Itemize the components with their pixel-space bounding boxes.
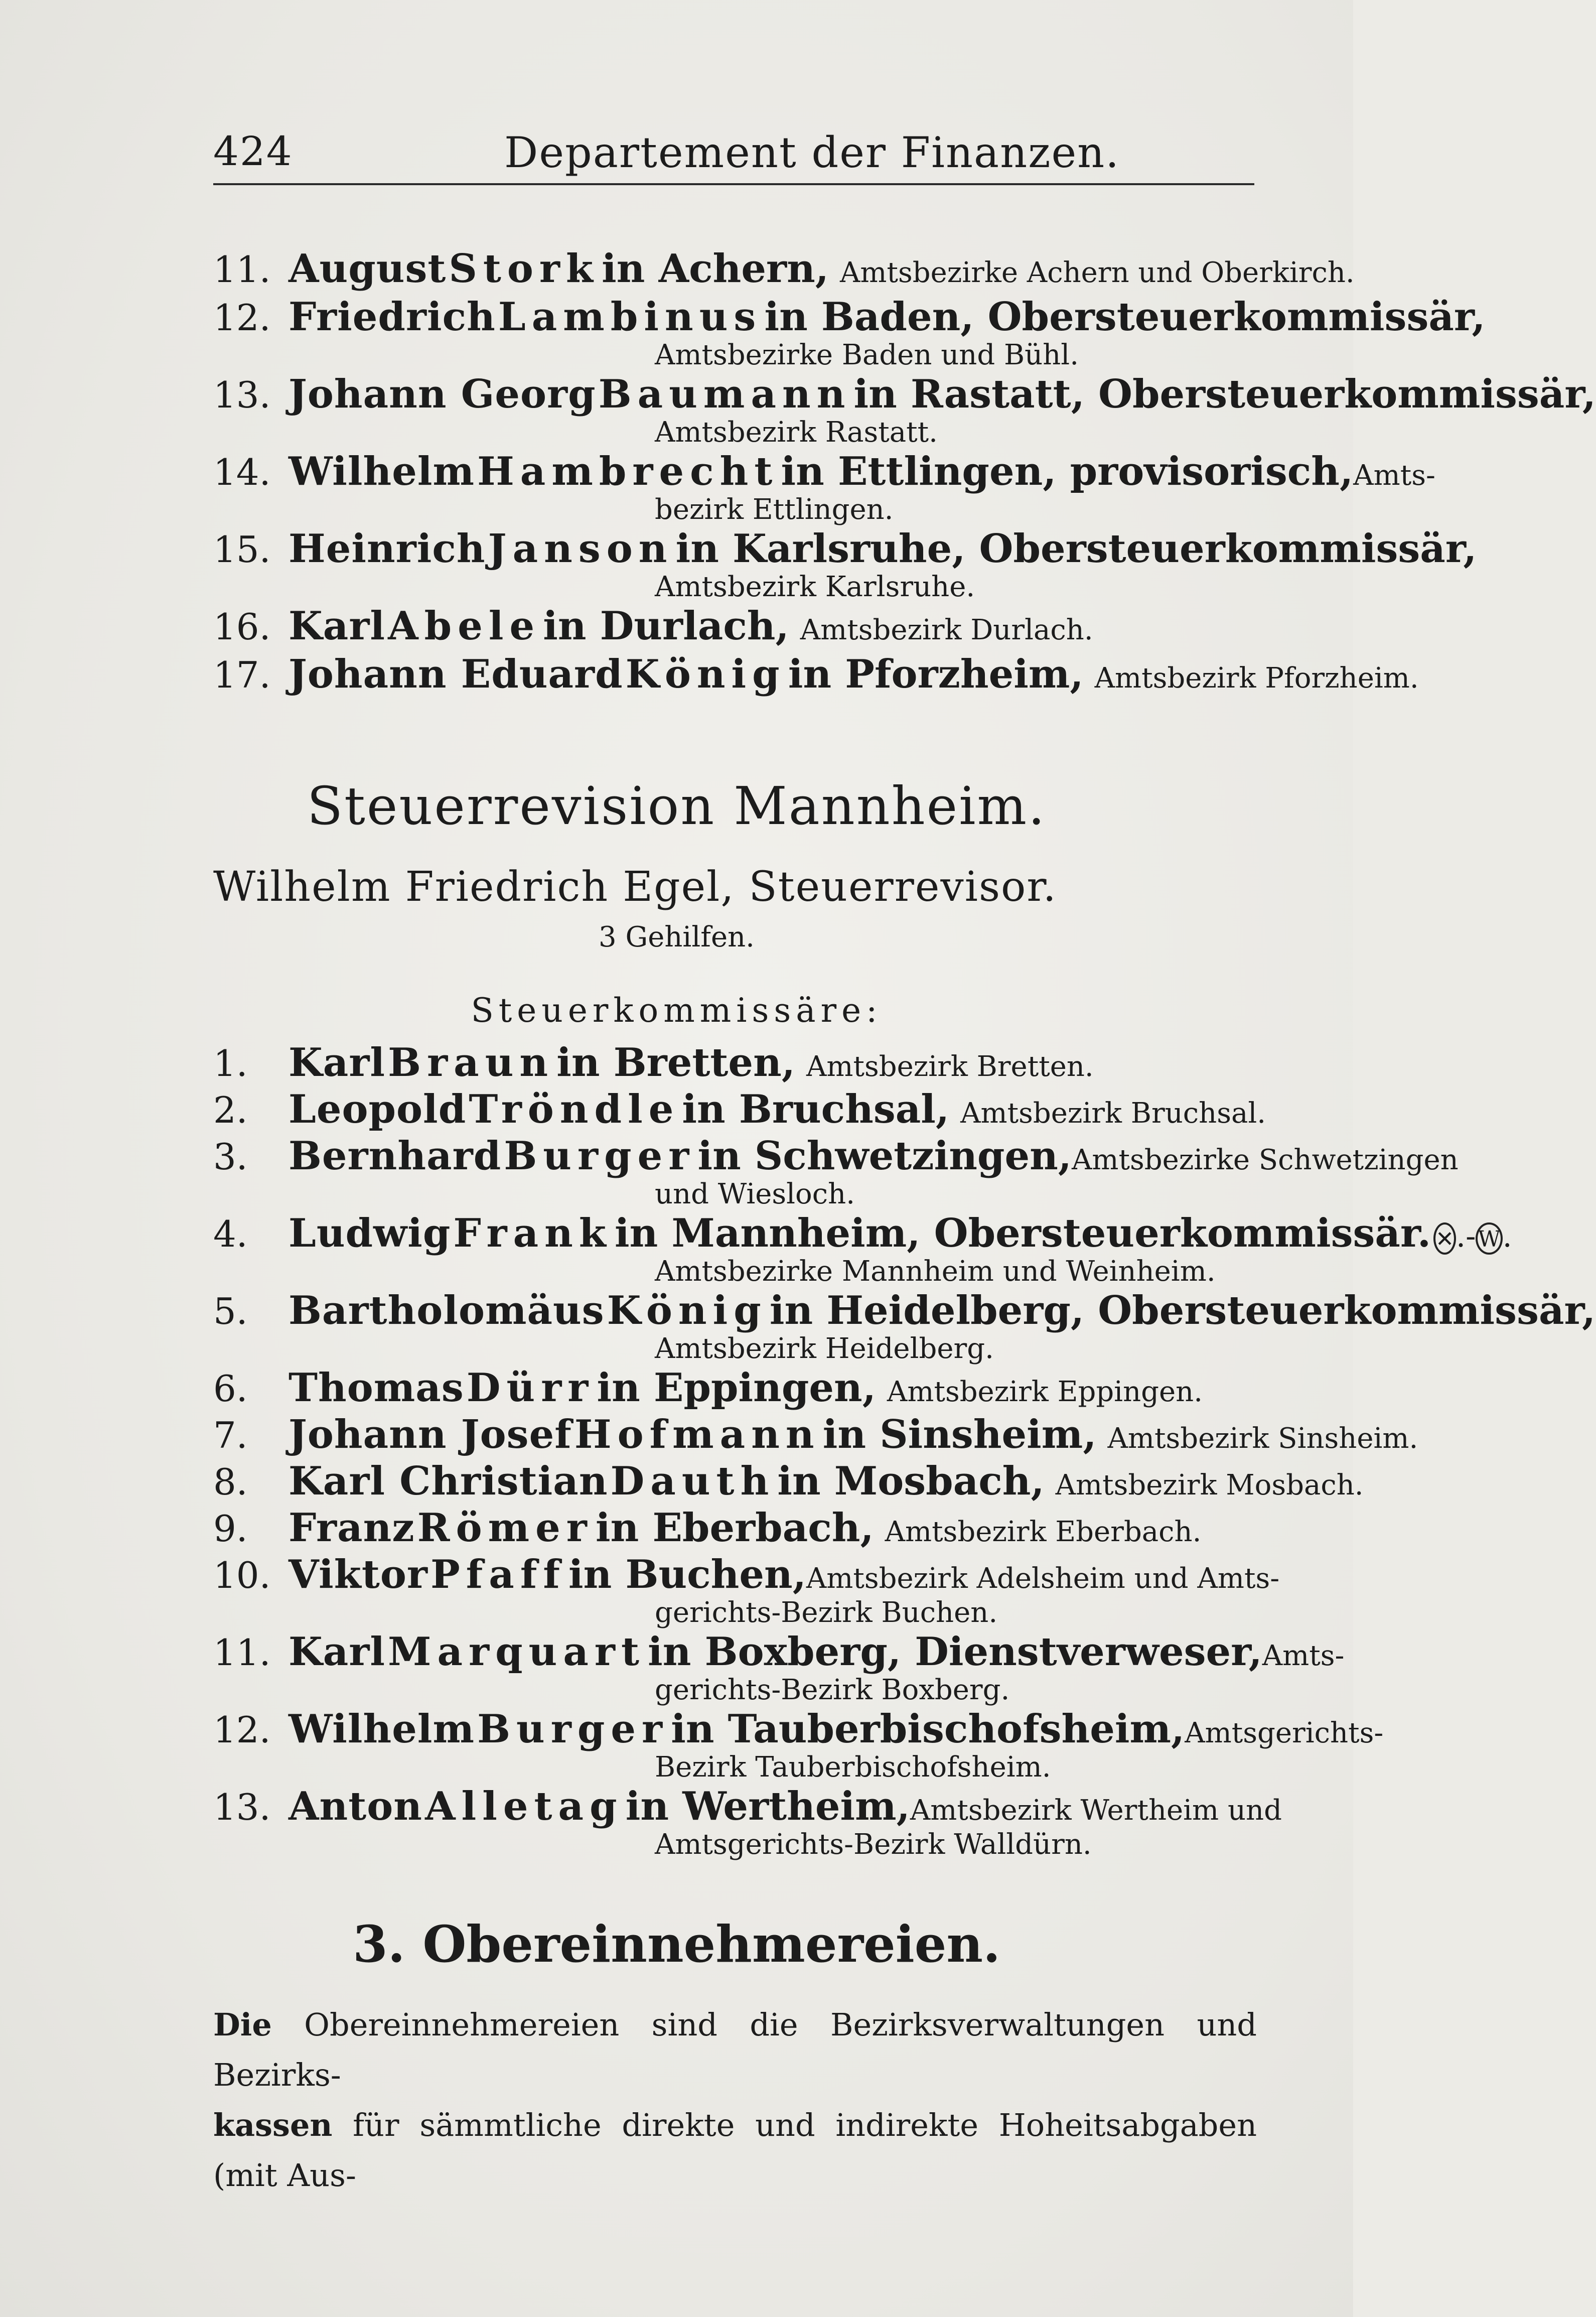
location: in Boxberg, Dienstverweser, [648, 1629, 1262, 1675]
district-note-cont: gerichts-Bezirk Buchen. [655, 1596, 998, 1629]
location: in Rastatt, Obersteuerkommissär, [853, 371, 1596, 417]
person-surname: Lambinus [498, 294, 762, 340]
district-note: Amtsbezirk Durlach. [800, 614, 1093, 646]
person-name: Johann Georg [288, 371, 596, 417]
district-note: Amtsbezirke Schwetzingen [1071, 1144, 1459, 1176]
list-item [213, 1458, 1364, 1504]
list-item [213, 1552, 1280, 1631]
person-name: Friedrich [288, 294, 496, 340]
person-surname: Baumann [598, 371, 851, 417]
district-note-cont: bezirk Ettlingen. [655, 493, 894, 526]
item-number: 8. [213, 1461, 248, 1503]
item-number: 17. [213, 654, 271, 696]
district-note: Amtsbezirke Mannheim und Weinheim. [655, 1255, 1216, 1288]
person-name: Johann Josef [288, 1412, 572, 1457]
person-name: Johann Eduard [288, 651, 623, 697]
district-note: Amtsbezirk Eppingen. [887, 1376, 1203, 1408]
person-name: Anton [288, 1784, 422, 1829]
running-title: Departement der Finanzen. [504, 128, 1120, 177]
list-item [213, 1288, 1596, 1367]
location: in Mosbach, [777, 1458, 1045, 1504]
person-surname: Alletag [425, 1784, 623, 1829]
location: in Pforzheim, [788, 651, 1084, 697]
person-surname: Hambrecht [477, 449, 779, 494]
list-item [213, 294, 1486, 373]
person-name: Ludwig [288, 1210, 451, 1256]
district-note: Amts- [1353, 459, 1435, 492]
person-name: Wilhelm [288, 1706, 475, 1752]
list-item [213, 1505, 1257, 1551]
item-number: 14. [213, 451, 271, 493]
person-surname: Burger [504, 1133, 695, 1179]
para-text: Obereinnehmereien sind die Bezirksverwaltungen und Bezirks- [213, 2006, 1257, 2093]
district-note: Amtsbezirk Karlsruhe. [655, 571, 975, 603]
page-number: 424 [213, 128, 293, 175]
district-note: Amts- [1262, 1640, 1345, 1672]
location: in Eppingen, [597, 1365, 876, 1411]
item-number: 7. [213, 1414, 248, 1456]
para-text-2: für sämmtliche direkte und indirekte Hoheitsabgaben (mit Aus- [213, 2107, 1257, 2194]
item-number: 5. [213, 1290, 248, 1332]
item-number: 3. [213, 1136, 248, 1178]
person-surname: Marquart [388, 1629, 646, 1675]
district-note: Amtsbezirk Mosbach. [1055, 1469, 1364, 1502]
person-surname: Dürr [466, 1365, 595, 1411]
location: in Karlsruhe, Obersteuerkommissär, [675, 526, 1477, 572]
list-item [213, 526, 1477, 605]
body-paragraph [213, 2000, 1257, 2201]
person-name: Karl [288, 1040, 386, 1085]
location: in Durlach, [543, 603, 789, 649]
district-note-cont: Bezirk Tauberbischofsheim. [655, 1751, 1051, 1784]
list-item [213, 449, 1435, 528]
location: in Bruchsal, [682, 1086, 950, 1132]
helpers-note: 3 Gehilfen. [599, 921, 755, 953]
district-note: Amtsbezirk Sinsheim. [1107, 1422, 1418, 1455]
item-number: 15. [213, 528, 271, 571]
list-item [213, 1629, 1345, 1708]
para-lead: Die [213, 2006, 272, 2043]
person-name: Leopold [288, 1086, 467, 1132]
item-number: 11. [213, 1631, 271, 1674]
person-surname: Hofmann [574, 1412, 820, 1457]
person-name: Bartholomäus [288, 1288, 605, 1333]
list-item [213, 1133, 1459, 1212]
item-number: 4. [213, 1213, 248, 1255]
list-item [213, 651, 1419, 697]
person-surname: Dauth [610, 1458, 775, 1504]
location: in Schwetzingen, [697, 1133, 1072, 1179]
location: in Heidelberg, Obersteuerkommissär, [769, 1288, 1596, 1333]
person-surname: Burger [477, 1706, 669, 1752]
district-note: Amtsbezirk Heidelberg. [655, 1332, 994, 1365]
person-surname: Pfaff [430, 1552, 566, 1597]
person-surname: Janson [488, 526, 673, 572]
person-surname: Tröndle [469, 1086, 680, 1132]
district-note: Amtsbezirk Bruchsal. [960, 1097, 1266, 1130]
sub-heading: Steuerkommissäre: [471, 991, 883, 1030]
item-number: 12. [213, 297, 271, 339]
cross-seal-icon: ✕ [1433, 1222, 1456, 1255]
person-name: Viktor [288, 1552, 428, 1597]
location: in Buchen, [568, 1552, 806, 1597]
person-name: Franz [288, 1505, 415, 1551]
location: in Baden, Obersteuerkommissär, [764, 294, 1486, 340]
item-number: 2. [213, 1089, 248, 1131]
person-surname: Römer [417, 1505, 593, 1551]
person-name: Karl [288, 1629, 386, 1675]
district-note: Amtsbezirke Achern und Oberkirch. [839, 256, 1355, 289]
list-item [213, 371, 1596, 451]
person-surname: Braun [388, 1040, 554, 1085]
district-note: Amtsbezirk Eberbach. [885, 1516, 1202, 1548]
district-note: Amtsbezirke Baden und Bühl. [655, 339, 1079, 371]
running-header [213, 128, 1254, 185]
person-name: Karl Christian [288, 1458, 608, 1504]
list-item [213, 1086, 1266, 1132]
list-item [213, 1412, 1418, 1457]
item-number: 9. [213, 1508, 248, 1550]
person-surname: Frank [453, 1210, 612, 1256]
w-seal-icon: W [1476, 1222, 1502, 1255]
location: in Sinsheim, [822, 1412, 1097, 1457]
item-number: 6. [213, 1368, 248, 1410]
list-item [213, 603, 1257, 649]
location: in Achern, [602, 246, 829, 292]
item-number: 10. [213, 1554, 271, 1596]
section-title: Steuerrevision Mannheim. [307, 775, 1047, 837]
district-note: Amtsbezirk Adelsheim und Amts- [806, 1562, 1280, 1595]
person-name: Bernhard [288, 1133, 502, 1179]
district-note: Amtsbezirk Bretten. [806, 1050, 1094, 1083]
location: in Mannheim, Obersteuerkommissär. [615, 1210, 1431, 1256]
person-surname: König [607, 1288, 767, 1333]
location: in Tauberbischofsheim, [671, 1706, 1185, 1752]
district-note: Amtsbezirk Rastatt. [655, 416, 938, 449]
para-lead-2: kassen [213, 2107, 333, 2143]
person-surname: König [625, 651, 786, 697]
person-name: Heinrich [288, 526, 486, 572]
person-name: Karl [288, 603, 386, 649]
list-item: 4. Ludwig Frank in Mannheim, Obersteuerkommissär. ✕ .- W . Amtsbezirke Mannheim und Weinheim. [213, 1210, 1257, 1290]
district-note: Amtsbezirk Wertheim und [910, 1794, 1282, 1827]
person-name: Wilhelm [288, 449, 475, 494]
item-number: 13. [213, 374, 271, 416]
district-note: Amtsbezirk Pforzheim. [1094, 662, 1419, 695]
item-number: 12. [213, 1709, 271, 1751]
person-surname: Abele [388, 603, 541, 649]
list-item [213, 1706, 1384, 1786]
seal-dash: .- [1456, 1219, 1476, 1254]
person-name: Thomas [288, 1365, 464, 1411]
district-note-cont: gerichts-Bezirk Boxberg. [655, 1674, 1010, 1706]
list-item [213, 1365, 1257, 1411]
person-surname: Stork [449, 246, 600, 292]
chapter-title: 3. Obereinnehmereien. [353, 1915, 1000, 1974]
list-item [213, 1040, 1257, 1083]
item-number: 11. [213, 248, 271, 291]
item-number: 13. [213, 1786, 271, 1828]
location: in Bretten, [556, 1040, 795, 1085]
location: in Ettlingen, provisorisch, [781, 449, 1354, 494]
location: in Wertheim, [625, 1784, 910, 1829]
district-note-cont: und Wiesloch. [655, 1178, 855, 1210]
revisor-line: Wilhelm Friedrich Egel, Steuerrevisor. [213, 863, 1057, 911]
person-name: August [288, 246, 447, 292]
district-note: Amtsgerichts- [1185, 1717, 1384, 1749]
list-item [213, 246, 1355, 292]
district-note-cont: Amtsgerichts-Bezirk Walldürn. [655, 1828, 1092, 1861]
location: in Eberbach, [595, 1505, 874, 1551]
list-item [213, 1784, 1282, 1863]
item-number: 1. [213, 1042, 248, 1084]
item-number: 16. [213, 606, 271, 648]
